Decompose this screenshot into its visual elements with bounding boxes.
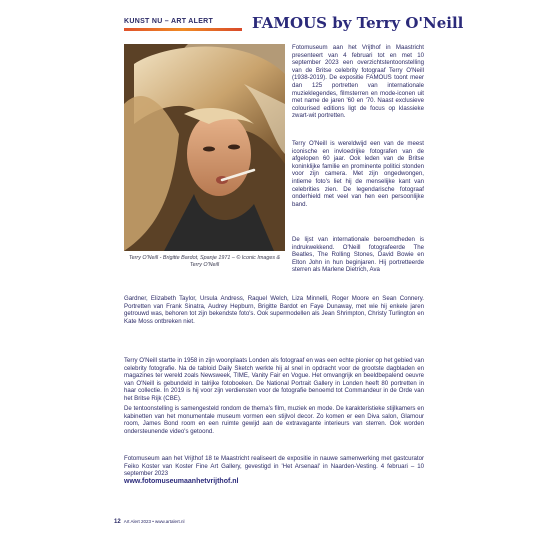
photo-caption: Terry O'Neill - Brigitte Bardot, Spanje 1971 – © Iconic Images & Terry O'Neill [128, 255, 281, 268]
article-paragraph: De tentoonstelling is samengesteld rondom de thema's film, muziek en mode. De karakteristieke stijlkamers en kabinetten van het monumentale museum vormen een stijlvol decor. Zo komen er een Diva salon, Glamour room, James Bond room en een ruimte gewijd aan de extravagante interieurs van sterren. Ook worden ondersteunende video's getoond. [124, 405, 424, 435]
portrait-illustration [124, 44, 285, 251]
article-paragraph: Terry O'Neill is wereldwijd een van de meest iconische en invloedrijke fotografen van de afgelopen 60 jaar. Ook leden van de Britse koninklijke familie en prominente politici stonden voor zijn camera. Met zijn ongedwongen, intieme foto's liet hij de menselijke kant van celebrities zien. De legendarische fotograaf onderhield met veel van hen een persoonlijke band. [292, 140, 424, 208]
section-tag: KUNST NU – ART ALERT [124, 18, 214, 25]
museum-weblink[interactable]: www.fotomuseumaanhetvrijthof.nl [124, 478, 239, 485]
article-intro: Fotomuseum aan het Vrijthof in Maastricht presenteert van 4 februari tot en met 10 september 2023 een overzichtstentoonstelling van de Britse celebrity fotograaf Terry O'Neill (1938-2019). De expositie FAMOUS toont meer dan 125 portretten van internationale muzieklegendes, filmsterren en mode-iconen uit met name de jaren '60 en '70. Naast exclusieve colourised editions ligt de focus op klassieke zwart-wit portretten. [292, 44, 424, 120]
page-footer [114, 519, 264, 525]
article-paragraph: Gardner, Elizabeth Taylor, Ursula Andress, Raquel Welch, Liza Minnelli, Roger Moore en Sean Connery. Portretten van Frank Sinatra, Audrey Hepburn, Brigitte Bardot en Faye Dunaway, met wie hij enkele jaren getrouwd was, behoren tot zijn bekendste foto's. Ook supermodellen als Jean Shrimpton, Christy Turlington en Kate Moss ontbreken niet. [124, 295, 424, 325]
article-title: FAMOUS by Terry O'Neill [252, 14, 464, 32]
portrait-photo [124, 44, 285, 251]
section-tag-bar [124, 28, 242, 31]
page-number: 12 [114, 519, 121, 525]
article-paragraph: De lijst van internationale beroemdheden is indrukwekkend. O'Neill fotografeerde The Beatles, The Rolling Stones, David Bowie en Elton John in hun beginjaren. Hij portretteerde sterren als Marlene Dietrich, Ava [292, 236, 424, 274]
article-paragraph: Terry O'Neill startte in 1958 in zijn woonplaats Londen als fotograaf en was een echte pionier op het gebied van celebrity fotografie. Na de tabloid Daily Sketch werkte hij al snel in opdracht voor de grootste dagbladen en magazines ter wereld zoals Newsweek, TIME, Vanity Fair en Vogue. Het omvangrijk en beeldbepalend oeuvre van O'Neill is gebundeld in talrijke fotoboeken. De National Portrait Gallery in Londen heeft 80 portretten in haar collectie. In 2019 is hij voor zijn verdiensten voor de fotografie benoemd tot Commandeur in de Orde van het Britse Rijk (CBE). [124, 357, 424, 402]
article-paragraph: Fotomuseum aan het Vrijthof 18 te Maastricht realiseert de expositie in nauwe samenwerking met gastcurator Feiko Koster van Koster Fine Art Gallery, gevestigd in 'Het Arsenaal' in Naarden-Vesting. 4 februari – 10 september 2023 [124, 455, 424, 478]
footer-text: Art Alert 2023 • www.artalert.nl [123, 519, 185, 524]
